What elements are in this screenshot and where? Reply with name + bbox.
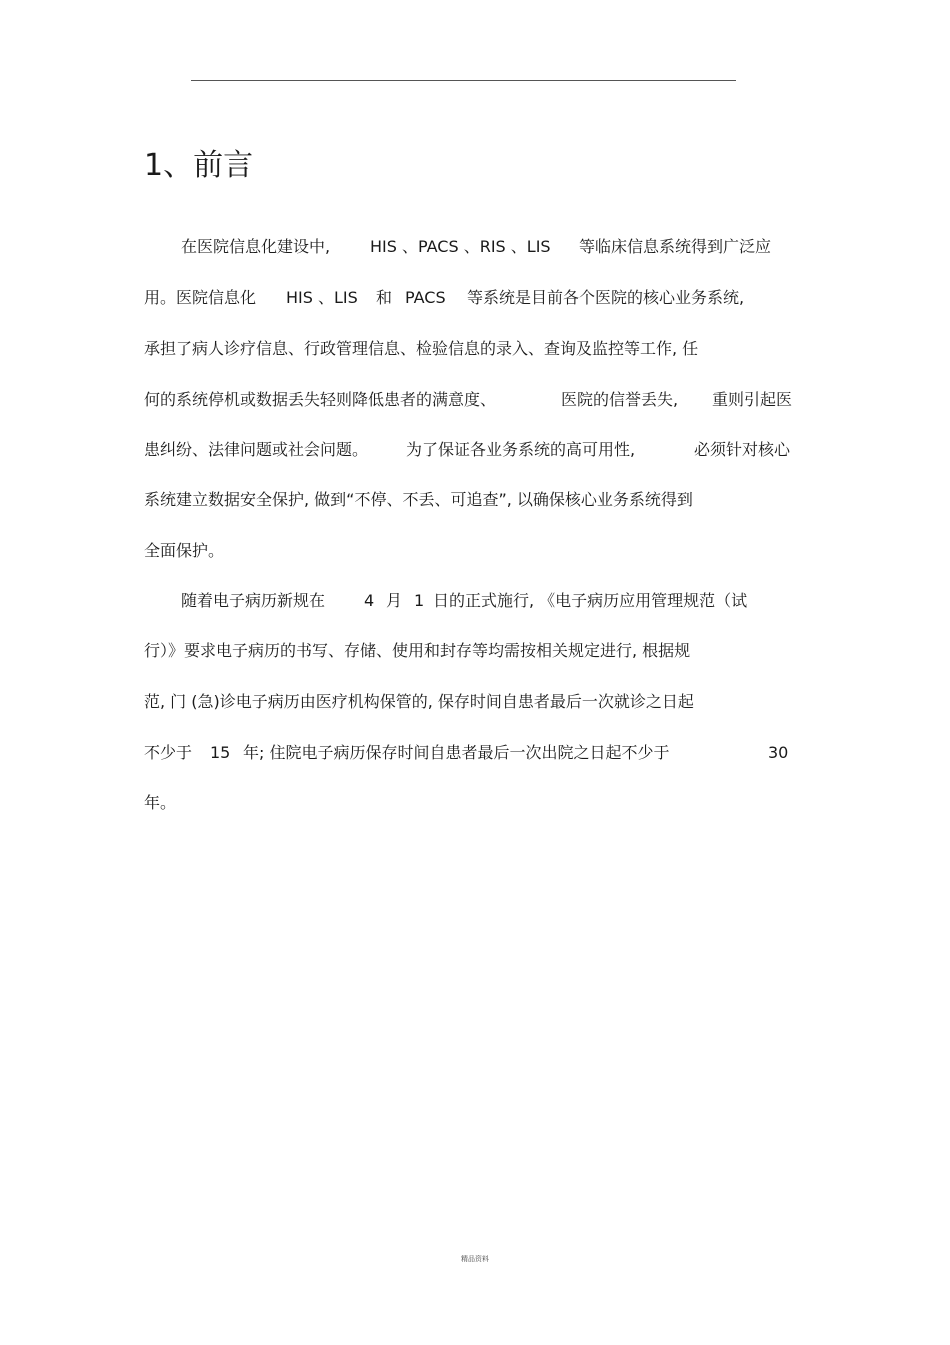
section-heading: 1、前言 — [144, 148, 254, 183]
p1-line2-text-a: 用。医院信息化 — [144, 288, 257, 307]
p2-line1-month: 月 — [386, 591, 403, 610]
p1-line6: 系统建立数据安全保护, 做到“不停、不丢、可追查”, 以确保核心业务系统得到 — [144, 490, 693, 509]
p1-line2-text-e: 等系统是目前各个医院的核心业务系统, — [467, 288, 745, 307]
p1-line2-pacs: PACS — [405, 288, 446, 307]
p2-line4-years-30: 30 — [768, 743, 789, 762]
p2-line5: 年。 — [144, 793, 177, 812]
p1-line4-text-c: 重则引起医 — [712, 390, 793, 409]
p1-line5-text-c: 必须针对核心 — [694, 440, 791, 459]
p2-line3: 范, 门 (急)诊电子病历由医疗机构保管的, 保存时间自患者最后一次就诊之日起 — [144, 692, 694, 711]
p1-line4-text-a: 何的系统停机或数据丢失轻则降低患者的满意度、 — [144, 390, 497, 409]
p2-line4-years-15: 15 — [210, 743, 231, 762]
p1-line3: 承担了病人诊疗信息、行政管理信息、检验信息的录入、查询及监控等工作, 任 — [144, 339, 699, 358]
p1-line2-and: 和 — [376, 288, 393, 307]
p2-line1-day-num: 1 — [414, 591, 425, 610]
p1-line2-systems: HIS 、LIS — [286, 288, 358, 307]
p2-line4-text-a: 不少于 — [144, 743, 193, 762]
p1-line1-systems: HIS 、PACS 、RIS 、LIS — [370, 237, 551, 256]
p2-line4-text-c: 年; 住院电子病历保存时间自患者最后一次出院之日起不少于 — [243, 743, 670, 762]
p1-line5-text-a: 患纠纷、法律问题或社会问题。 — [144, 440, 369, 459]
p2-line1-text-e: 日的正式施行, 《电子病历应用管理规范（试 — [433, 591, 748, 610]
p1-line1-text-a: 在医院信息化建设中, — [181, 237, 331, 256]
p1-line7: 全面保护。 — [144, 541, 225, 560]
page-footer: 精品资料 — [461, 1255, 489, 1263]
p1-line1-text-c: 等临床信息系统得到广泛应 — [579, 237, 772, 256]
p2-line1-month-num: 4 — [364, 591, 375, 610]
p1-line4-text-b: 医院的信誉丢失, — [561, 390, 679, 409]
p2-line1-text-a: 随着电子病历新规在 — [181, 591, 326, 610]
header-rule — [191, 80, 736, 81]
p1-line5-text-b: 为了保证各业务系统的高可用性, — [406, 440, 636, 459]
p2-line2: 行）》要求电子病历的书写、存储、使用和封存等均需按相关规定进行, 根据规 — [144, 641, 691, 660]
